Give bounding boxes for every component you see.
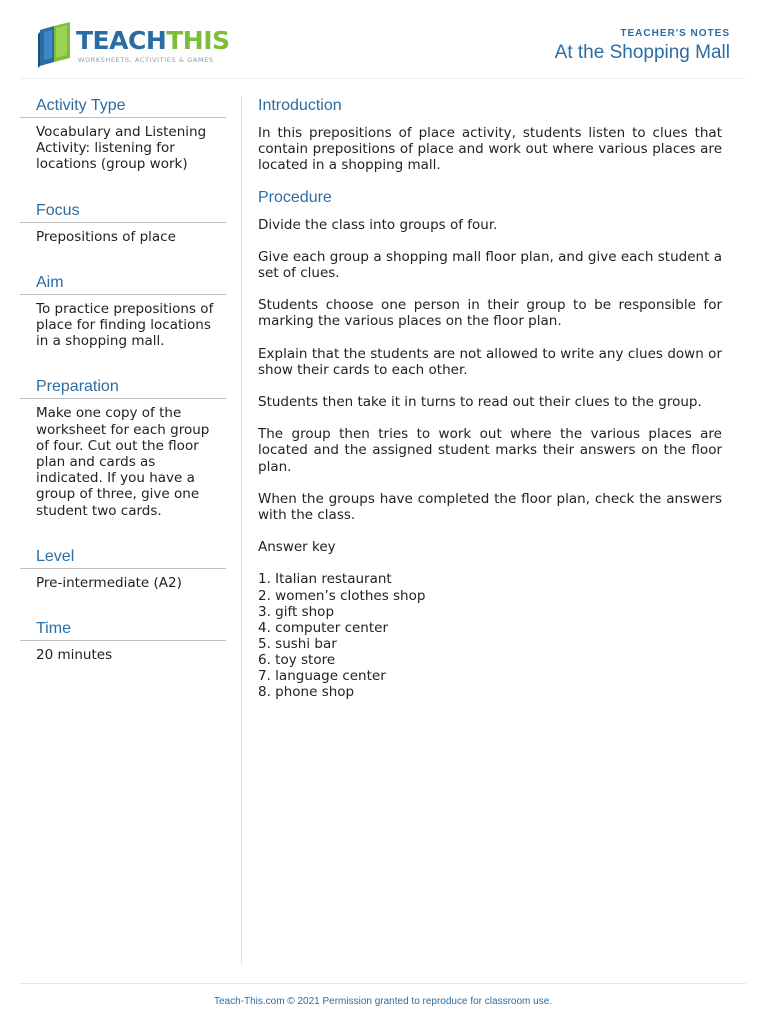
procedure-step: Students choose one person in their group to be responsible for marking the various places on the floor plan. (258, 297, 722, 330)
sidebar-section-focus (20, 199, 226, 245)
column-divider (241, 96, 242, 964)
page-footer (20, 983, 746, 1007)
answer-item: 8. phone shop (258, 684, 355, 701)
logo-wordmark (76, 26, 230, 56)
procedure-step: Divide the class into groups of four. (258, 216, 498, 233)
page-title: At the Shopping Mall (554, 42, 730, 63)
book-logo-icon (36, 22, 74, 68)
logo-tagline: WORKSHEETS, ACTIVITIES & GAMES (78, 56, 214, 64)
sidebar-section-aim (20, 271, 226, 350)
answer-item: 1. Italian restaurant (258, 571, 392, 588)
answer-item: 2. women’s clothes shop (258, 587, 426, 604)
introduction-text: In this prepositions of place activity, students listen to clues that contain prepositions of place and work out where various places are located in a shopping mall. (258, 125, 722, 174)
sidebar-heading: Level (20, 545, 226, 569)
sidebar-heading: Activity Type (20, 94, 226, 118)
sidebar-text: To practice prepositions of place for finding locations in a shopping mall. (36, 300, 214, 350)
procedure-step: Give each group a shopping mall floor plan, and give each student a set of clues. (258, 248, 722, 282)
sidebar-heading: Time (20, 617, 226, 641)
sidebar-heading: Preparation (20, 375, 226, 399)
sidebar-section-preparation (20, 375, 226, 518)
sidebar-text: Make one copy of the worksheet for each group of four. Cut out the floor plan and cards as indicated. If you have a group of three, give one student two cards. (36, 405, 210, 519)
answer-item: 7. language center (258, 668, 386, 685)
info-sidebar (20, 94, 226, 689)
sidebar-heading: Aim (20, 271, 226, 295)
procedure-step: When the groups have completed the floor plan, check the answers with the class. (258, 490, 722, 524)
sidebar-text: Vocabulary and Listening Activity: listening for locations (group work) (36, 124, 207, 173)
answer-item: 3. gift shop (258, 603, 335, 620)
answer-key-label: Answer key (258, 539, 336, 556)
procedure-step: Students then take it in turns to read out their clues to the group. (258, 394, 702, 411)
procedure-step: The group then tries to work out where the various places are located and the assigned student marks their answers on the floor plan. (258, 426, 722, 475)
copyright-text: Teach-This.com © 2021 Permission granted to reproduce for classroom use. (213, 996, 553, 1007)
page-header (20, 0, 746, 79)
logo-word-this: THIS (166, 26, 230, 55)
sidebar-section-time (20, 617, 226, 663)
procedure-heading: Procedure (258, 188, 332, 206)
sidebar-section-level (20, 545, 226, 591)
answer-key-list (258, 571, 722, 700)
teach-this-logo (36, 22, 230, 70)
main-content (258, 94, 722, 700)
sidebar-text: Prepositions of place (36, 228, 176, 245)
teachers-notes-label: TEACHER'S NOTES (620, 28, 730, 39)
procedure-step: Explain that the students are not allowed to write any clues down or show their cards to each other. (258, 345, 722, 378)
sidebar-section-activity-type (20, 94, 226, 173)
introduction-heading: Introduction (258, 97, 342, 114)
answer-item: 4. computer center (258, 619, 389, 636)
sidebar-text: Pre-intermediate (A2) (36, 574, 182, 591)
sidebar-text: 20 minutes (36, 647, 113, 664)
answer-item: 6. toy store (258, 651, 336, 668)
logo-word-teach: TEACH (76, 26, 167, 55)
sidebar-heading: Focus (20, 199, 226, 223)
answer-item: 5. sushi bar (258, 635, 337, 652)
